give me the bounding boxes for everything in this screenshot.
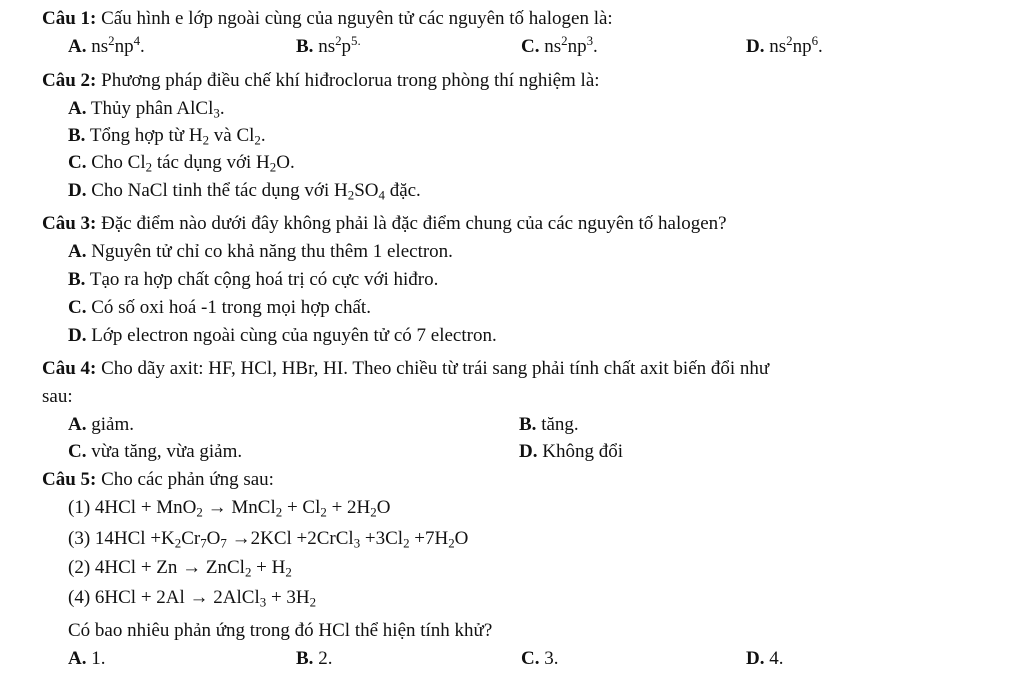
question-3-option-d[interactable] <box>68 325 497 347</box>
option-label: D. <box>68 180 87 201</box>
question-3-text: Đặc điểm nào dưới đây không phải là đặc điểm chung của các nguyên tố halogen? <box>101 213 727 234</box>
question-2-text: Phương pháp điều chế khí hiđroclorua trong phòng thí nghiệm là: <box>101 70 600 91</box>
question-3-label: Câu 3: <box>42 213 97 234</box>
option-label: D. <box>746 648 765 669</box>
option-label: B. <box>296 36 314 57</box>
option-label: C. <box>68 152 87 173</box>
reaction-4: (4) 6HCl + 2Al → 2AlCl$_3$ + $3H_2$ <box>68 587 317 610</box>
option-text: giảm. <box>91 414 134 435</box>
option-label: D. <box>746 36 765 57</box>
question-1-label: Câu 1: <box>42 8 97 29</box>
question-1-option-b[interactable] <box>296 32 361 58</box>
question-3-option-b[interactable] <box>68 269 438 291</box>
option-text: Thủy phân AlCl$_3$. <box>90 98 225 121</box>
option-label: C. <box>521 36 540 57</box>
question-3-stem <box>42 213 727 235</box>
option-text: Tạo ra hợp chất cộng hoá trị có cực với hiđro. <box>89 269 439 290</box>
question-2-option-a[interactable] <box>68 98 225 120</box>
question-2-label: Câu 2: <box>42 70 97 91</box>
question-5-label: Câu 5: <box>42 469 97 490</box>
option-formula: $ns^2p^{5.}$ <box>318 32 361 57</box>
question-4-option-c[interactable] <box>68 441 242 463</box>
option-label: C. <box>521 648 540 669</box>
option-text: Cho $Cl_2$ tác dụng với $H_2O$. <box>91 152 295 175</box>
question-1-option-a[interactable] <box>68 32 145 58</box>
option-label: A. <box>68 648 87 669</box>
question-4-stem-line1 <box>42 358 769 380</box>
option-label: A. <box>68 414 87 435</box>
option-text: Nguyên tử chỉ co khả năng thu thêm 1 electron. <box>91 241 453 262</box>
question-3-option-a[interactable] <box>68 241 453 263</box>
option-label: C. <box>68 297 87 318</box>
question-5-option-b[interactable] <box>296 648 332 670</box>
option-text: 2. <box>318 648 333 669</box>
option-text: 1. <box>91 648 106 669</box>
question-2-option-c[interactable] <box>68 152 295 174</box>
option-text: Tổng hợp từ $H_2$ và $Cl_2$. <box>89 125 266 148</box>
option-label: B. <box>519 414 537 435</box>
option-label: A. <box>68 36 87 57</box>
question-4-text: Cho dãy axit: HF, HCl, HBr, HI. Theo chiều từ trái sang phải tính chất axit biến đổi như <box>101 358 770 379</box>
option-label: D. <box>519 441 538 462</box>
question-3-option-c[interactable] <box>68 297 371 319</box>
option-label: B. <box>68 125 86 146</box>
option-text: vừa tăng, vừa giảm. <box>91 441 243 462</box>
option-label: D. <box>68 325 87 346</box>
question-2-stem <box>42 70 600 92</box>
reaction-3: (3) $14HCl +K_2Cr_7O_7 \to 2KCl$ +2CrCl$_3$ $+3Cl_2 +7H_2O$ <box>68 528 469 551</box>
reaction-2: (2) 4HCl + Zn → ZnCl$_2$ + $H_2$ <box>68 557 292 580</box>
option-text: Không đổi <box>542 441 623 462</box>
question-1-stem <box>42 8 613 30</box>
option-label: C. <box>68 441 87 462</box>
question-2-option-d[interactable] <box>68 180 421 202</box>
question-5-option-c[interactable] <box>521 648 558 670</box>
reaction-1: (1) 4HCl + MnO$_2$ → MnCl$_2$ + $Cl_2 + 2H_2O$ <box>68 497 391 520</box>
question-2-option-b[interactable] <box>68 125 266 147</box>
option-label: B. <box>68 269 86 290</box>
question-4-option-d[interactable] <box>519 441 623 463</box>
option-text: tăng. <box>541 414 579 435</box>
option-text: Có số oxi hoá -1 trong mọi hợp chất. <box>91 297 371 318</box>
question-4-option-a[interactable] <box>68 414 134 436</box>
option-formula: $ns^2np^4$. <box>91 32 145 57</box>
question-5-prompt: Có bao nhiêu phản ứng trong đó HCl thể hiện tính khử? <box>68 620 493 641</box>
question-5-text: Cho các phản ứng sau: <box>101 469 274 490</box>
option-formula: $ns^2np^3$. <box>544 32 598 57</box>
option-text: Lớp electron ngoài cùng của nguyên tử có 7 electron. <box>91 325 497 346</box>
question-4-stem-line2: sau: <box>42 386 73 407</box>
question-4-option-b[interactable] <box>519 414 579 436</box>
option-text: 4. <box>769 648 784 669</box>
question-4-label: Câu 4: <box>42 358 97 379</box>
option-label: A. <box>68 98 87 119</box>
question-5-option-d[interactable] <box>746 648 783 670</box>
question-5-stem <box>42 469 274 491</box>
option-formula: $ns^2np^6$. <box>769 32 823 57</box>
question-1-text: Cấu hình e lớp ngoài cùng của nguyên tử các nguyên tố halogen là: <box>101 8 613 29</box>
question-1-option-c[interactable] <box>521 32 598 58</box>
question-1-option-d[interactable] <box>746 32 823 58</box>
option-text: 3. <box>544 648 559 669</box>
question-5-option-a[interactable] <box>68 648 105 670</box>
option-text: Cho NaCl tinh thể tác dụng với $H_2SO_4$ đặc. <box>91 180 421 203</box>
option-label: B. <box>296 648 314 669</box>
option-label: A. <box>68 241 87 262</box>
